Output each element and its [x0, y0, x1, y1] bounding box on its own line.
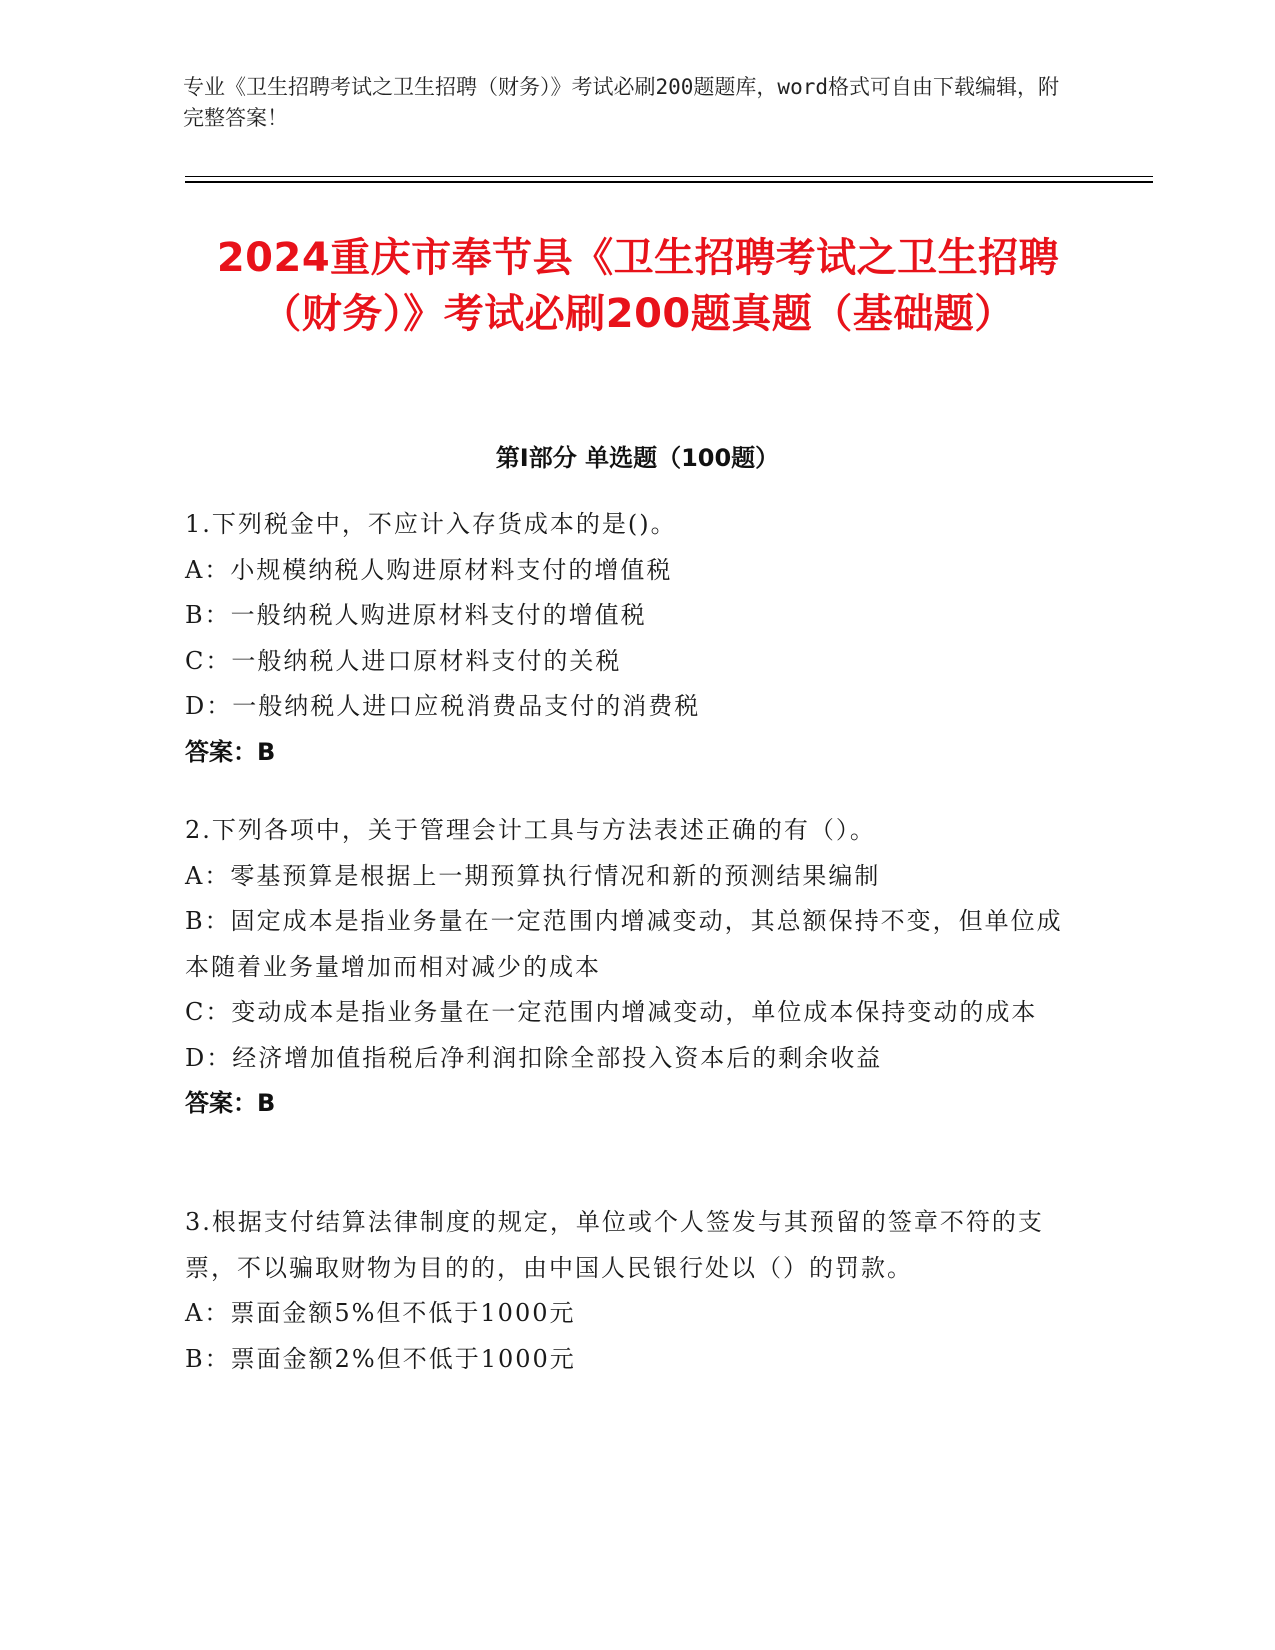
answer: 答案：B: [185, 1089, 276, 1117]
question-3: [185, 1200, 1065, 1382]
document-title: 2024重庆市奉节县《卫生招聘考试之卫生招聘（财务）》考试必刷200题真题（基础题）: [216, 235, 1060, 337]
header-note: 专业《卫生招聘考试之卫生招聘（财务）》考试必刷200题题库，word格式可自由下载编辑，附完整答案！: [183, 75, 1059, 130]
answer: 答案：B: [185, 737, 276, 766]
question-1: [185, 502, 1065, 775]
section-heading: 第I部分 单选题（100题）: [495, 444, 780, 472]
option-c: C：变动成本是指业务量在一定范围内增减变动，单位成本保持变动的成本: [185, 998, 1038, 1026]
question-2: [185, 808, 1065, 1127]
header-divider-thin: [185, 176, 1153, 177]
question-stem: 2.下列各项中，关于管理会计工具与方法表述正确的有（）。: [185, 816, 876, 844]
option-a: A：零基预算是根据上一期预算执行情况和新的预测结果编制: [185, 861, 881, 890]
option-b: B：固定成本是指业务量在一定范围内增减变动，其总额保持不变，但单位成本随着业务量增加而相对减少的成本: [185, 907, 1063, 981]
option-a: A：小规模纳税人购进原材料支付的增值税: [185, 555, 673, 584]
header-divider-thick: [185, 181, 1153, 183]
option-d: D：一般纳税人进口应税消费品支付的消费税: [185, 692, 701, 720]
option-b: B：票面金额2%但不低于1000元: [185, 1344, 576, 1373]
question-stem: 3.根据支付结算法律制度的规定，单位或个人签发与其预留的签章不符的支票，不以骗取财物为目的的，由中国人民银行处以（）的罚款。: [185, 1208, 1044, 1282]
option-b: B：一般纳税人购进原材料支付的增值税: [185, 601, 647, 629]
question-stem: 1.下列税金中，不应计入存货成本的是()。: [185, 510, 677, 538]
option-c: C：一般纳税人进口原材料支付的关税: [185, 646, 622, 675]
option-d: D：经济增加值指税后净利润扣除全部投入资本后的剩余收益: [185, 1043, 883, 1072]
option-a: A：票面金额5%但不低于1000元: [185, 1299, 576, 1327]
